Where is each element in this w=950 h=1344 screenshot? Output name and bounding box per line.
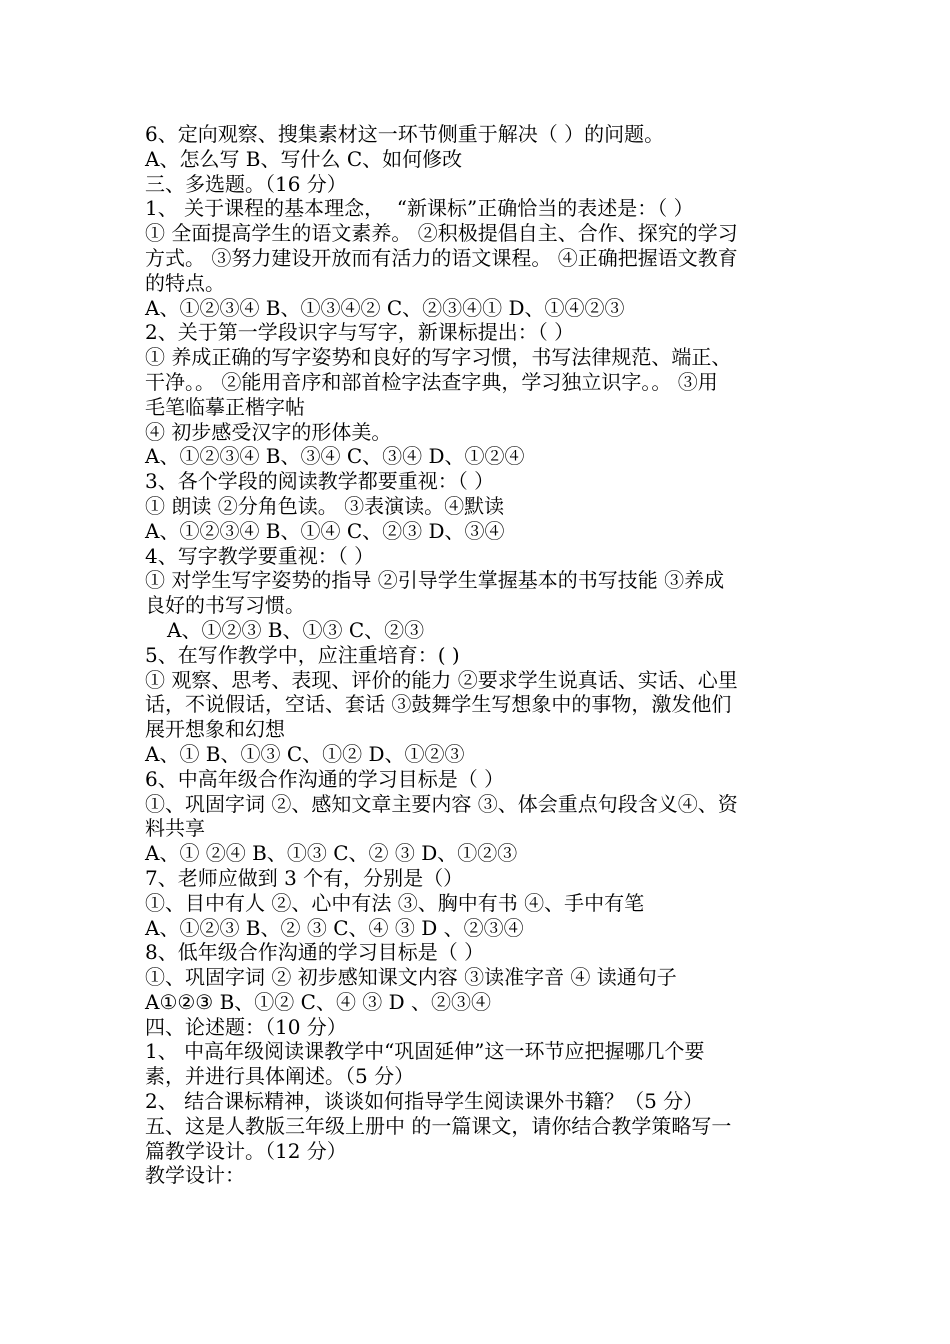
text-line: 8、低年级合作沟通的学习目标是（ ） (145, 940, 485, 965)
text-line: ① 观察、思考、表现、评价的能力 ②要求学生说真话、实话、心里 (145, 667, 738, 692)
text-line: A、①②③④ B、①③④② C、②③④① D、①④②③ (145, 295, 625, 320)
text-line: 话，不说假话，空话、套话 ③鼓舞学生写想象中的事物，激发他们 (145, 692, 732, 717)
text-line: 4、写字教学要重视：（ ） (145, 543, 375, 568)
document-page (145, 122, 810, 1188)
section-heading: 五、这是人教版三年级上册中 的一篇课文，请你结合教学策略写一 (145, 1113, 732, 1138)
text-line: ①、巩固字词 ② 初步感知课文内容 ③读准字音 ④ 读通句子 (145, 965, 677, 990)
text-line: 6、定向观察、搜集素材这一环节侧重于解决（ ）的问题。 (145, 122, 665, 146)
text-line: 1、 关于课程的基本理念， “新课标”正确恰当的表述是：（ ） (145, 196, 694, 221)
text-line: 教学设计： (145, 1163, 245, 1188)
text-line: 毛笔临摹正楷字帖 (145, 394, 305, 419)
text-line: ① 对学生写字姿势的指导 ②引导学生掌握基本的书写技能 ③养成 (145, 568, 725, 593)
text-line: A、怎么写 B、写什么 C、如何修改 (145, 146, 463, 171)
text-line: 展开想象和幻想 (145, 717, 285, 742)
text-line: ①、巩固字词 ②、感知文章主要内容 ③、体会重点句段含义④、资 (145, 791, 738, 816)
text-line: ① 全面提高学生的语文素养。 ②积极提倡自主、合作、探究的学习 (145, 221, 738, 246)
text-line: 良好的书写习惯。 (145, 593, 305, 618)
text-line: A①②③ B、①② C、④ ③ D 、②③④ (145, 989, 492, 1014)
text-line: ① 养成正确的写字姿势和良好的写字习惯，书写法律规范、端正、 (145, 345, 732, 370)
text-line: 干净。。 ②能用音序和部首检字法查字典，学习独立识字。。 ③用 (145, 369, 718, 394)
text-line: 3、各个学段的阅读教学都要重视：（ ） (145, 469, 495, 494)
text-line: 的特点。 (145, 270, 225, 295)
section-heading: 四、论述题：（10 分） (145, 1014, 347, 1039)
text-line: A、①②③ B、② ③ C、④ ③ D 、②③④ (145, 915, 524, 940)
text-line: 素，并进行具体阐述。（5 分） (145, 1064, 415, 1089)
text-line: A、① B、①③ C、①② D、①②③ (145, 741, 465, 766)
section-heading: 三、多选题。（16 分） (145, 171, 347, 196)
text-line: ①、目中有人 ②、心中有法 ③、胸中有书 ④、手中有笔 (145, 890, 645, 915)
text-line: ① 朗读 ②分角色读。 ③表演读。④默读 (145, 493, 505, 518)
text-line: A、①②③④ B、①④ C、②③ D、③④ (145, 518, 505, 543)
text-line: 6、中高年级合作沟通的学习目标是（ ） (145, 766, 505, 791)
text-line: A、① ②④ B、①③ C、② ③ D、①②③ (145, 841, 518, 866)
text-line: 方式。 ③努力建设开放而有活力的语文课程。 ④正确把握语文教育 (145, 245, 738, 270)
text-line: A、①②③④ B、③④ C、③④ D、①②④ (145, 444, 525, 469)
text-line: 篇教学设计。（12 分） (145, 1138, 347, 1163)
text-line: 5、在写作教学中，应注重培育：( ) (145, 642, 460, 667)
text-line: 7、老师应做到 3 个有，分别是（） (145, 865, 464, 890)
text-line: 2、 结合课标精神，谈谈如何指导学生阅读课外书籍？（5 分） (145, 1089, 704, 1114)
text-line: 1、 中高年级阅读课教学中“巩固延伸”这一环节应把握哪几个要 (145, 1039, 705, 1064)
text-line: 2、关于第一学段识字与写字，新课标提出：（ ） (145, 320, 575, 345)
text-line: 料共享 (145, 816, 205, 841)
text-line: A、①②③ B、①③ C、②③ (167, 617, 425, 642)
text-line: ④ 初步感受汉字的形体美。 (145, 419, 392, 444)
